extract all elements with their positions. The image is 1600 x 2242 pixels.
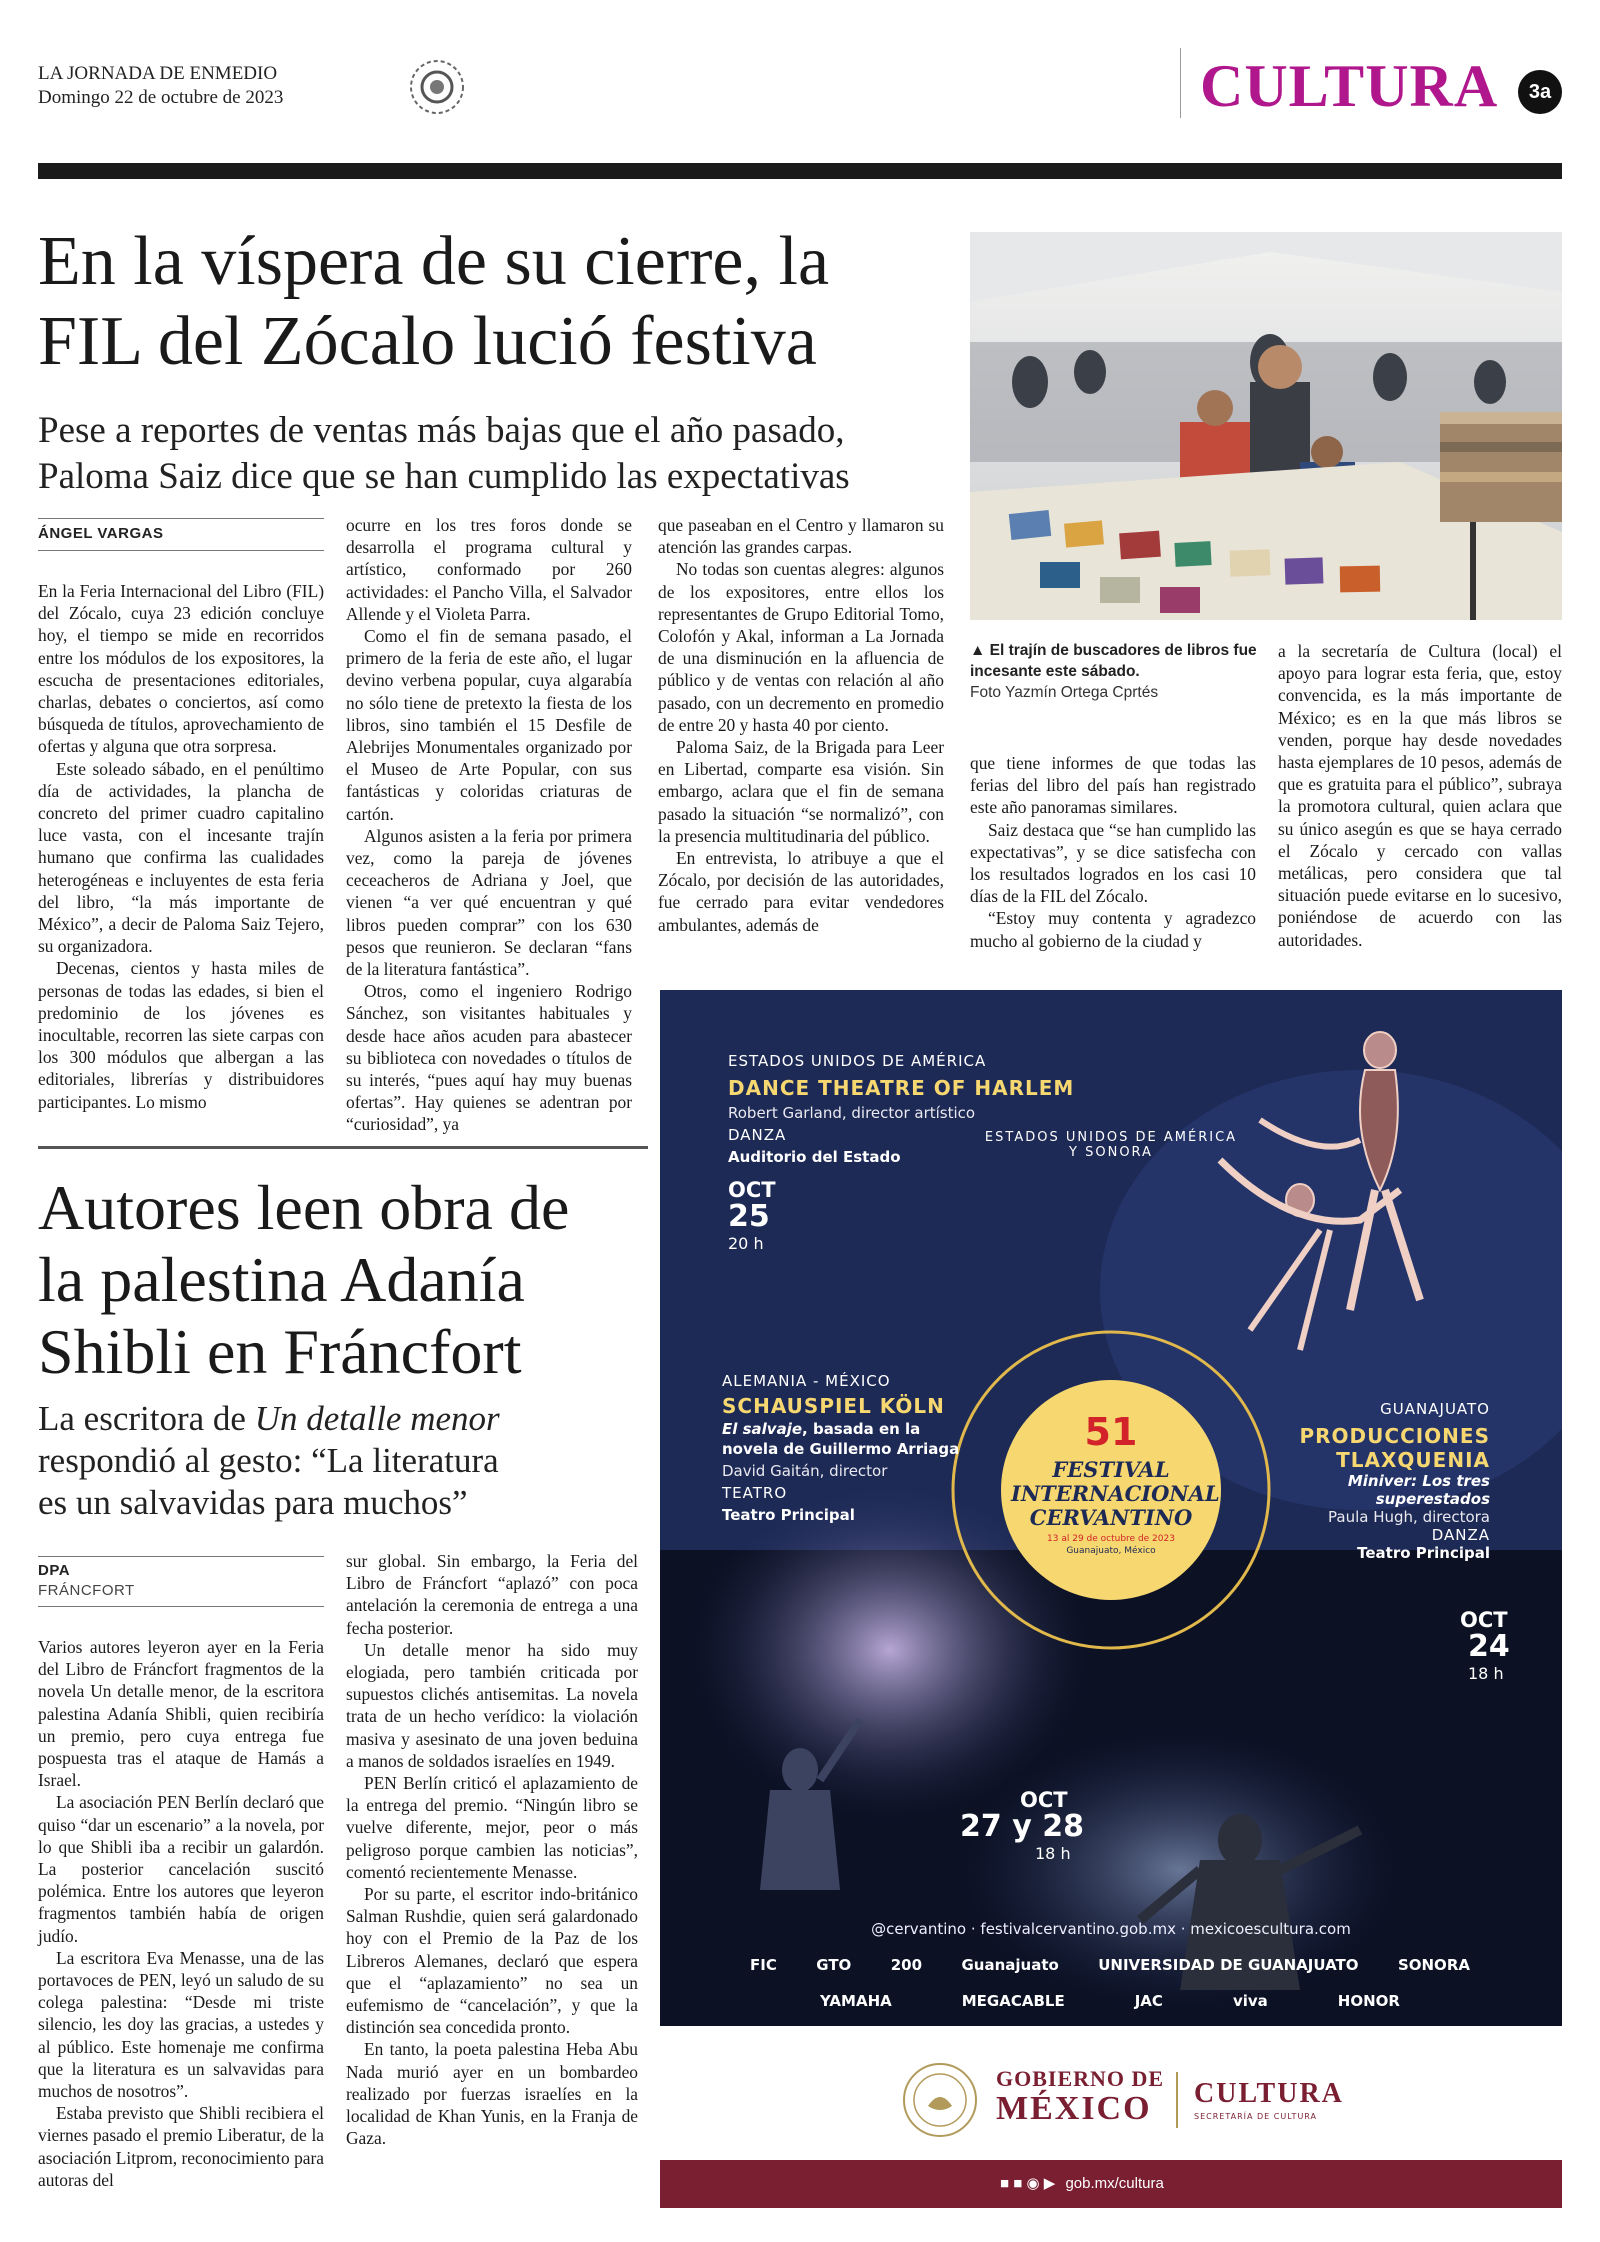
festival-title <box>1011 1457 1220 1530</box>
sponsor-logo: YAMAHA <box>820 1992 892 2010</box>
deck-line: Pese a reportes de ventas más bajas que el año pasado, <box>38 410 845 451</box>
paragraph: ocurre en los tres foros donde se desarrolla el programa cultural y artístico, conformado por 260 actividades: el Pancho Villa, el Salvador Allende y el Violeta Parra. <box>346 515 632 624</box>
show2-month: OCT <box>1020 1788 1068 1812</box>
byline-rule <box>38 550 324 551</box>
section-title: CULTURA <box>1200 53 1499 119</box>
show3-director: Paula Hugh, directora <box>1328 1508 1490 1526</box>
sponsor-logo: Guanajuato <box>961 1956 1059 1974</box>
article1-column-5 <box>1278 640 1562 951</box>
paragraph: Paloma Saiz, de la Brigada para Leer en Libertad, comparte esa visión. Sin embargo, aclara que el fin de semana pasado la situación “se normalizó”, con la presencia multitudinaria del público. <box>658 737 944 846</box>
show2-director: David Gaitán, director <box>722 1462 888 1480</box>
festival-place: Guanajuato, México <box>1066 1546 1156 1556</box>
festival-arc-text: ESTADOS UNIDOS DE AMÉRICA Y SONORA <box>984 1130 1238 1160</box>
show2-venue: Teatro Principal <box>722 1506 855 1524</box>
show2-genre: TEATRO <box>722 1484 788 1502</box>
paragraph: “Estoy muy contenta y agradezco mucho al gobierno de la ciudad y <box>970 908 1256 951</box>
article2-headline[interactable] <box>38 1172 648 1388</box>
show3-country: GUANAJUATO <box>1380 1400 1490 1418</box>
byline-rule <box>38 1606 324 1607</box>
paragraph: sur global. Sin embargo, la Feria del Libro de Fráncfort “aplazó” con poca antelación la ceremonia de entrega a una fecha posterior. <box>346 1551 638 1638</box>
sponsor-logo: HONOR <box>1337 1992 1400 2010</box>
paragraph: En la Feria Internacional del Libro (FIL) del Zócalo, cuya 23 edición concluye hoy, el tiempo se mide en recorridos entre los módulos de los expositores, la escucha de presentaciones editoriales, charlas, debates o conciertos, así como búsqueda de títulos, aprovechamiento de ofertas y alguna que otra sorpresa. <box>38 581 324 757</box>
paragraph: Saiz destaca que “se han cumplido las expectativas”, y se dice satisfecha con los resultados logrados en los casi 10 días de la FIL del Zócalo. <box>970 819 1256 907</box>
book-title: Un detalle menor <box>254 1399 500 1438</box>
article2-column-2 <box>346 1550 638 2149</box>
mexico-label: MÉXICO <box>996 2090 1152 2127</box>
show1-day: 25 <box>728 1199 770 1234</box>
deck-line: Paloma Saiz dice que se han cumplido las expectativas <box>38 456 850 497</box>
page-number-badge: 3a <box>1518 70 1562 114</box>
headline-line: FIL del Zócalo lució festiva <box>38 303 817 380</box>
sponsor-logo: UNIVERSIDAD DE GUANAJUATO <box>1098 1956 1359 1974</box>
show1-hour: 20 h <box>728 1234 764 1253</box>
sponsor-logo: 200 <box>890 1956 923 1974</box>
facebook-icon[interactable]: ■ <box>1000 2175 1010 2192</box>
sponsor-logo: JAC <box>1134 1992 1163 2010</box>
instagram-icon[interactable]: ◉ <box>1026 2175 1040 2192</box>
sponsor-logo: FIC <box>750 1956 777 1974</box>
show2-work <box>722 1420 920 1438</box>
show1-venue: Auditorio del Estado <box>728 1148 901 1166</box>
show3-name-2[interactable]: TLAXQUENIA <box>1336 1448 1490 1472</box>
deck-line: respondió al gesto: “La literatura <box>38 1441 499 1480</box>
article2-byline: DPA <box>38 1562 71 1579</box>
festival-title-line: FESTIVAL <box>1052 1457 1170 1482</box>
paragraph: En tanto, la poeta palestina Heba Abu Nada murió ayer en un bombardeo realizado por fuerzas israelíes en la localidad de Khan Yunis, en la Franja de Gaza. <box>346 2039 638 2149</box>
show3-day: 24 <box>1468 1629 1510 1664</box>
sponsor-logo: viva <box>1232 1992 1268 2010</box>
paragraph: La asociación PEN Berlín declaró que quiso “dar un escenario” a la novela, por lo que Shibli iba a recibir un galardón. La posterior cancelación suscitó polémica. Entre los autores que leyeron fragmentos también había de origen judío. <box>38 1792 324 1946</box>
paragraph: La escritora Eva Menasse, una de las portavoces de PEN, leyó un saludo de su colega palestina: “Desde mi triste silencio, les doy las gracias, a ustedes y al público. Este homenaje me confirma que la literatura es un salvavidas para muchos de nosotros”. <box>38 1947 324 2102</box>
sponsor-logo: SONORA <box>1397 1956 1470 1974</box>
headline-line: Autores leen obra de <box>38 1172 570 1243</box>
paragraph: Varios autores leyeron ayer en la Feria del Libro de Fráncfort fragmentos de la novela Un detalle menor, de la escritora palestina Adanía Shibli, quien recibiría un premio, pero cuya entrega fue pospuesta tras el ataque de Hamás a Israel. <box>38 1637 324 1791</box>
sponsor-logo: MEGACABLE <box>961 1992 1065 2010</box>
paper-name: LA JORNADA DE ENMEDIO <box>38 63 278 84</box>
show1-name[interactable]: DANCE THEATRE OF HARLEM <box>728 1076 1075 1100</box>
national-seal-icon <box>900 2060 980 2140</box>
festival-title-line: INTERNACIONAL <box>1011 1481 1220 1506</box>
deck-line: es un salvavidas para muchos” <box>38 1483 468 1522</box>
show2-hour: 18 h <box>1035 1844 1071 1863</box>
ad-links[interactable]: @cervantino · festivalcervantino.gob.mx · mexicoescultura.com <box>871 1920 1351 1938</box>
show3-venue: Teatro Principal <box>1357 1544 1490 1562</box>
show3-work-1: Miniver: Los tres <box>1347 1472 1490 1490</box>
byline-rule <box>38 1556 324 1557</box>
paragraph: Por su parte, el escritor indo-británico Salman Rushdie, quien será galardonado hoy con el Premio de la Paz de los Libreros Alemanes, declaró que espera que el “aplazamiento” no sea un eufemismo de “cancelación”, y que la distinción sea concedida pronto. <box>346 1884 638 2038</box>
article1-column-4 <box>970 752 1256 952</box>
article1-column-2 <box>346 514 632 1136</box>
masthead-divider <box>1180 48 1181 118</box>
show1-director: Robert Garland, director artístico <box>728 1104 976 1122</box>
gobierno-footer <box>660 2026 1562 2208</box>
paragraph: En entrevista, lo atribuye a que el Zócalo, por decisión de las autoridades, fue cerrado para evitar vendedores ambulantes, además de <box>658 848 944 935</box>
cervantino-ad[interactable] <box>660 990 1562 2208</box>
paragraph: Otros, como el ingeniero Rodrigo Sánchez, son visitantes habituales y desde hace años acuden para abastecer su biblioteca con novedades o títulos de su interés, “pues aquí hay muy buenas ofertas”. Hay quienes se adentran por “curiosidad”, ya <box>346 981 632 1135</box>
show3-name-1[interactable]: PRODUCCIONES <box>1299 1424 1490 1448</box>
festival-number: 51 <box>1084 1410 1138 1454</box>
paragraph: a la secretaría de Cultura (local) el apoyo para lograr esta feria, que, estoy convencida, es la más importante de México; es en la que más libros se venden, porque hay desde novedades hasta ejemplares de 10 pesos, además de que es gratuita para el público”, subraya la promotora cultural, quien aclara que su único asegún es que se haya cerrado el Zócalo y cercado con vallas metálicas, pero considera que tal situación puede evitarse en lo sucesivo, poniéndose de acuerdo con las autoridades. <box>1278 641 1562 950</box>
caption-text: El trajín de buscadores de libros fue incesante este sábado. <box>970 642 1257 680</box>
photo-credit: Foto Yazmín Ortega Cprtés <box>970 684 1159 701</box>
paragraph: PEN Berlín criticó el aplazamiento de la entrega del premio. “Ningún libro se vuelve diferente, mejor, peor o más peligroso porque cambien las noticias”, comentó recientemente Menasse. <box>346 1773 638 1882</box>
deck-line: La escritora de <box>38 1399 255 1438</box>
article1-deck <box>38 408 968 500</box>
article1-byline: ÁNGEL VARGAS <box>38 525 164 542</box>
show3-work-2: superestados <box>1375 1490 1490 1508</box>
show2-work-rest: , basada en la <box>802 1420 921 1438</box>
sponsor-logos-row-1 <box>750 1956 1470 1974</box>
social-icons[interactable] <box>1000 2174 1164 2192</box>
cultura-label: CULTURA <box>1194 2078 1344 2109</box>
sponsor-logo: GTO <box>816 1956 852 1974</box>
article2-deck <box>38 1398 648 1524</box>
newspaper-logo-icon <box>408 58 466 116</box>
book-fair-image <box>970 232 1562 620</box>
paragraph: Algunos asisten a la feria por primera vez, como la pareja de jóvenes ceceacheros de Adriana y Joel, que vienen “a ver qué encuentran y qué libros pueden comprar” con los 630 pesos que reunieron. Se declaran “fans de la literatura fantástica”. <box>346 825 632 980</box>
show3-block <box>1280 1400 1490 1562</box>
paragraph: Decenas, cientos y hasta miles de personas de todas las edades, si bien el predominio de los jóvenes es inocultable, recorren las siete carpas con los 300 módulos que albergan a las editoriales, librerías y distribuidores participantes. Lo mismo <box>38 958 324 1112</box>
triangle-icon: ▲ <box>970 642 990 659</box>
festival-dates: 13 al 29 de octubre de 2023 <box>1047 1534 1175 1544</box>
paragraph: que tiene informes de que todas las ferias del libro del país han registrado este año panoramas similares. <box>970 753 1256 818</box>
show1-month: OCT <box>728 1178 776 1202</box>
article2-column-1 <box>38 1636 324 2191</box>
show3-genre: DANZA <box>1431 1526 1490 1544</box>
show1-country: ESTADOS UNIDOS DE AMÉRICA <box>728 1052 987 1070</box>
article1-column-3 <box>658 514 944 936</box>
article-divider <box>38 1146 648 1149</box>
masthead <box>38 62 283 110</box>
festival-title-line: CERVANTINO <box>1029 1505 1193 1530</box>
show2-day: 27 y 28 <box>960 1809 1084 1844</box>
show2-work-title: El salvaje <box>722 1420 803 1438</box>
top-rule <box>38 163 1562 179</box>
paragraph: Este soleado sábado, en el penúltimo día de actividades, la plancha de concreto del primer cuadro capitalino luce vasta, con el incesante trajín humano que confirma las cualidades heterogéneas e incluyentes de esta feria del libro, “la más importante de México”, a decir de Paloma Saiz Tejero, su organizadora. <box>38 758 324 957</box>
gobierno-label: GOBIERNO DE <box>996 2066 1165 2091</box>
gob-url[interactable]: gob.mx/cultura <box>1065 2175 1164 2192</box>
headline-line: En la víspera de su cierre, la <box>38 223 830 300</box>
paragraph: No todas son cuentas alegres: algunos de los expositores, entre ellos los representantes de Grupo Editorial Tomo, Colofón y Akal, informan a La Jornada de una disminución en la afluencia de público y de ventas con relación al año pasado, con un decremento en promedio de entre 20 y hasta 40 por ciento. <box>658 559 944 735</box>
issue-date: Domingo 22 de octubre de 2023 <box>38 87 284 108</box>
sponsor-logos-row-2 <box>820 1992 1400 2010</box>
show2-name[interactable]: SCHAUSPIEL KÖLN <box>722 1394 945 1418</box>
show1-genre: DANZA <box>728 1126 787 1144</box>
paragraph: que paseaban en el Centro y llamaron su atención las grandes carpas. <box>658 515 944 558</box>
paragraph: Como el fin de semana pasado, el primero de la feria de este año, el lugar devino verbena popular, cuya algarabía no sólo tiene de pretexto la fiesta de los libros, sino también el 15 Desfile de Alebrijes Monumentales organizado por el Museo de Arte Popular, con sus fantásticas y coloridas criaturas de cartón. <box>346 626 632 824</box>
article1-headline[interactable] <box>38 222 968 382</box>
article2-dateline: FRÁNCFORT <box>38 1582 135 1599</box>
paragraph: Un detalle menor ha sido muy elogiada, pero también criticada por supuestos clichés antisemitas. La novela trata de un hecho verídico: la violación masiva y asesinato de una joven beduina a manos de soldados israelíes en 1949. <box>346 1639 638 1771</box>
headline-line: Shibli en Fráncfort <box>38 1316 522 1387</box>
show2-country: ALEMANIA - MÉXICO <box>722 1372 891 1390</box>
show2-based: novela de Guillermo Arriaga <box>722 1440 960 1458</box>
byline-rule <box>38 518 324 519</box>
show3-month: OCT <box>1460 1608 1508 1632</box>
fil-photo[interactable] <box>970 232 1562 620</box>
gob-divider <box>1176 2072 1178 2128</box>
show3-hour: 18 h <box>1468 1664 1504 1683</box>
twitter-icon[interactable]: ■ <box>1013 2175 1023 2192</box>
paragraph: Estaba previsto que Shibli recibiera el viernes pasado el premio Liberatur, de la asociación Litprom, reconocimiento para autoras del <box>38 2103 324 2190</box>
headline-line: la palestina Adanía <box>38 1244 525 1315</box>
photo-caption <box>970 640 1260 703</box>
cultura-sub: SECRETARÍA DE CULTURA <box>1194 2112 1318 2121</box>
youtube-icon[interactable]: ▶ <box>1043 2175 1056 2192</box>
article1-column-1 <box>38 580 324 1113</box>
